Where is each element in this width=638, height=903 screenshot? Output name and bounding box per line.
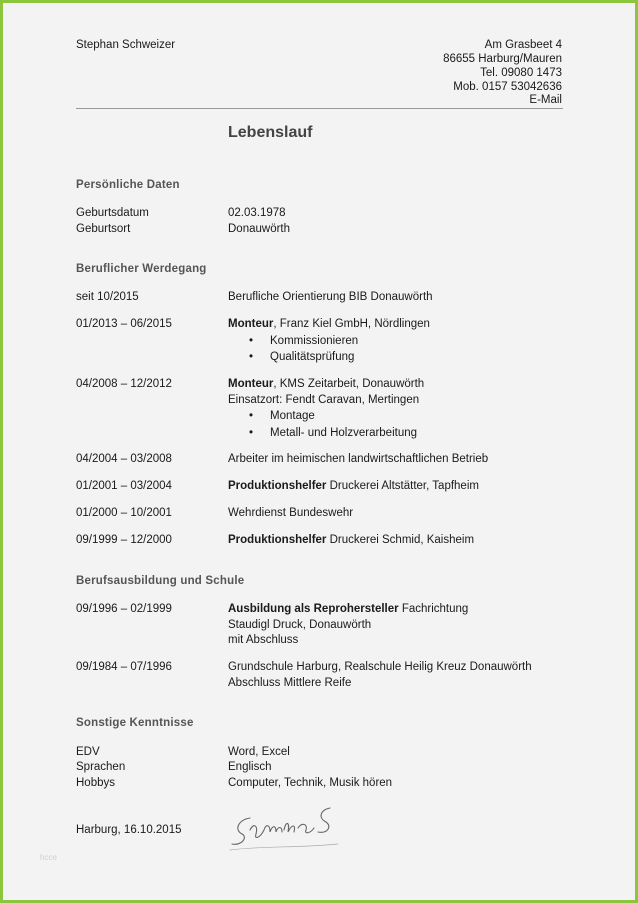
- row-label: EDV: [76, 746, 100, 758]
- mobile-line: Mob. 0157 53042636: [453, 81, 562, 93]
- row-value: Word, Excel: [228, 746, 290, 758]
- entry-text: [228, 602, 468, 616]
- entry-date: 01/2000 – 10/2001: [76, 507, 172, 519]
- section-heading-personal: Persönliche Daten: [76, 179, 180, 191]
- training-detail: Fachrichtung: [398, 603, 469, 615]
- section-heading-career: Beruflicher Werdegang: [76, 263, 207, 275]
- entry-line: Abschluss Mittlere Reife: [228, 677, 352, 689]
- bullet-item: • Metall- und Holzverarbeitung: [270, 426, 417, 440]
- section-heading-education: Berufsausbildung und Schule: [76, 575, 245, 587]
- applicant-name: Stephan Schweizer: [76, 39, 176, 51]
- row-value: Computer, Technik, Musik hören: [228, 777, 393, 789]
- bullet-item: • Montage: [270, 409, 315, 423]
- entry-text: Grundschule Harburg, Realschule Heilig Kreuz Donauwörth: [228, 661, 532, 673]
- bullet-item: • Kommissionieren: [270, 334, 358, 348]
- entry-date: 01/2013 – 06/2015: [76, 318, 172, 330]
- section-heading-skills: Sonstige Kenntnisse: [76, 717, 194, 729]
- row-label: Hobbys: [76, 777, 115, 789]
- job-title: Monteur: [228, 318, 274, 330]
- entry-date: seit 10/2015: [76, 291, 139, 303]
- row-label: Geburtsdatum: [76, 207, 149, 219]
- job-title: Monteur: [228, 378, 274, 390]
- entry-text: Arbeiter im heimischen landwirtschaftlichen Betrieb: [228, 453, 489, 465]
- employer: Druckerei Altstätter, Tapfheim: [326, 480, 479, 492]
- entry-date: 09/1996 – 02/1999: [76, 603, 172, 615]
- address-line: Am Grasbeet 4: [484, 39, 562, 51]
- entry-text: [228, 317, 430, 331]
- entry-line: mit Abschluss: [228, 634, 299, 646]
- address-line: 86655 Harburg/Mauren: [443, 53, 562, 65]
- job-title: Produktionshelfer: [228, 534, 327, 546]
- entry-date: 04/2004 – 03/2008: [76, 453, 172, 465]
- bullet-item: • Qualitätsprüfung: [270, 350, 354, 364]
- entry-text: [228, 479, 479, 493]
- entry-text: Berufliche Orientierung BIB Donauwörth: [228, 291, 433, 303]
- entry-line: Staudigl Druck, Donauwörth: [228, 619, 372, 631]
- entry-date: 01/2001 – 03/2004: [76, 480, 172, 492]
- header-divider: [76, 108, 563, 109]
- place-date: Harburg, 16.10.2015: [76, 824, 182, 836]
- entry-text: [228, 533, 474, 547]
- watermark-text: hcce: [40, 853, 57, 862]
- employer: , KMS Zeitarbeit, Donauwörth: [273, 378, 425, 390]
- entry-date: 09/1984 – 07/1996: [76, 661, 172, 673]
- entry-date: 04/2008 – 12/2012: [76, 378, 172, 390]
- row-value: Donauwörth: [228, 223, 291, 235]
- employer: Druckerei Schmid, Kaisheim: [326, 534, 475, 546]
- row-value: 02.03.1978: [228, 207, 286, 219]
- job-title: Produktionshelfer: [228, 480, 327, 492]
- entry-text: [228, 377, 424, 391]
- email-line: E-Mail: [529, 94, 562, 106]
- document-title: Lebenslauf: [228, 124, 313, 141]
- signature-image: [228, 800, 348, 860]
- entry-extra: Einsatzort: Fendt Caravan, Mertingen: [228, 394, 420, 406]
- row-value: Englisch: [228, 761, 272, 773]
- entry-date: 09/1999 – 12/2000: [76, 534, 172, 546]
- employer: , Franz Kiel GmbH, Nördlingen: [273, 318, 430, 330]
- phone-line: Tel. 09080 1473: [480, 67, 562, 79]
- training-title: Ausbildung als Reprohersteller: [228, 603, 399, 615]
- row-label: Geburtsort: [76, 223, 131, 235]
- entry-text: Wehrdienst Bundeswehr: [228, 507, 354, 519]
- row-label: Sprachen: [76, 761, 126, 773]
